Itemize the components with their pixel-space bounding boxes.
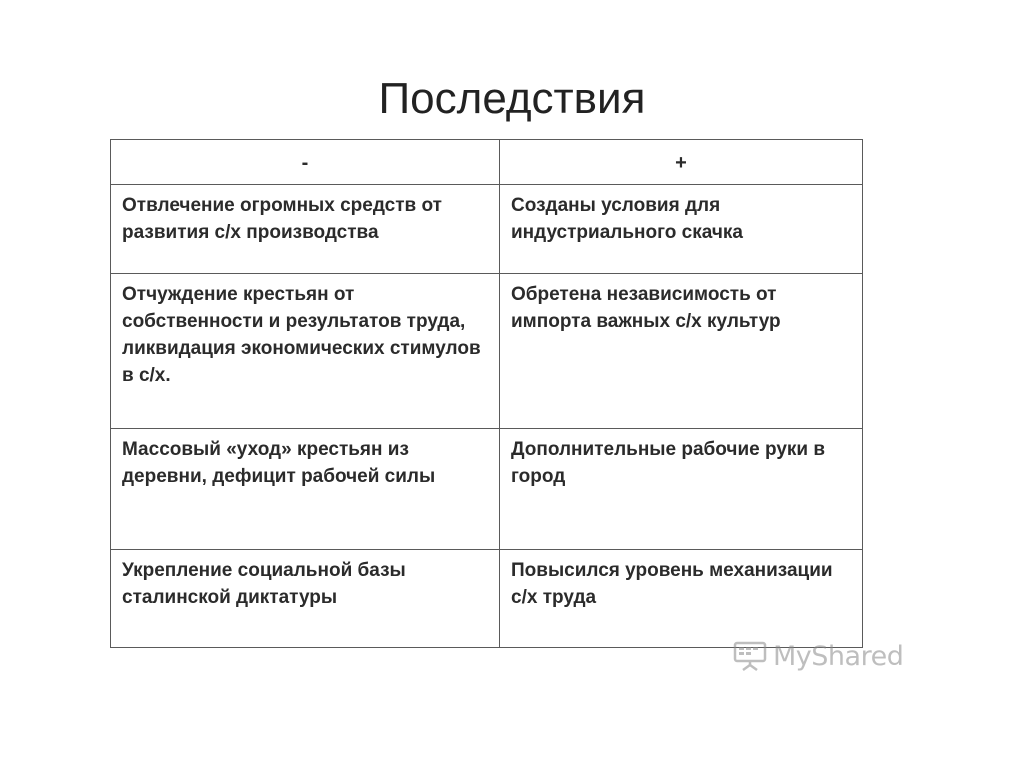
cell-plus: Повысился уровень механизации с/х труда <box>500 550 863 648</box>
table-row <box>111 550 863 648</box>
watermark-text: MyShared <box>773 640 904 672</box>
table-row <box>111 429 863 550</box>
table-row <box>111 274 863 429</box>
watermark <box>733 636 903 676</box>
cell-plus: Обретена независимость от импорта важных с/х культур <box>500 274 863 429</box>
cell-minus: Массовый «уход» крестьян из деревни, дефицит рабочей силы <box>111 429 500 550</box>
slide-title: Последствия <box>378 74 646 123</box>
table-header-row <box>111 140 863 185</box>
consequences-table <box>110 139 863 648</box>
header-minus: - <box>111 140 500 185</box>
cell-minus: Укрепление социальной базы сталинской диктатуры <box>111 550 500 648</box>
cell-minus: Отвлечение огромных средств от развития с/х производства <box>111 185 500 274</box>
cell-minus: Отчуждение крестьян от собственности и результатов труда, ликвидация экономических стимулов в с/х. <box>111 274 500 429</box>
table-row <box>111 185 863 274</box>
cell-plus: Дополнительные рабочие руки в город <box>500 429 863 550</box>
cell-plus: Созданы условия для индустриального скачка <box>500 185 863 274</box>
presentation-board-icon <box>733 640 767 672</box>
header-plus: + <box>500 140 863 185</box>
